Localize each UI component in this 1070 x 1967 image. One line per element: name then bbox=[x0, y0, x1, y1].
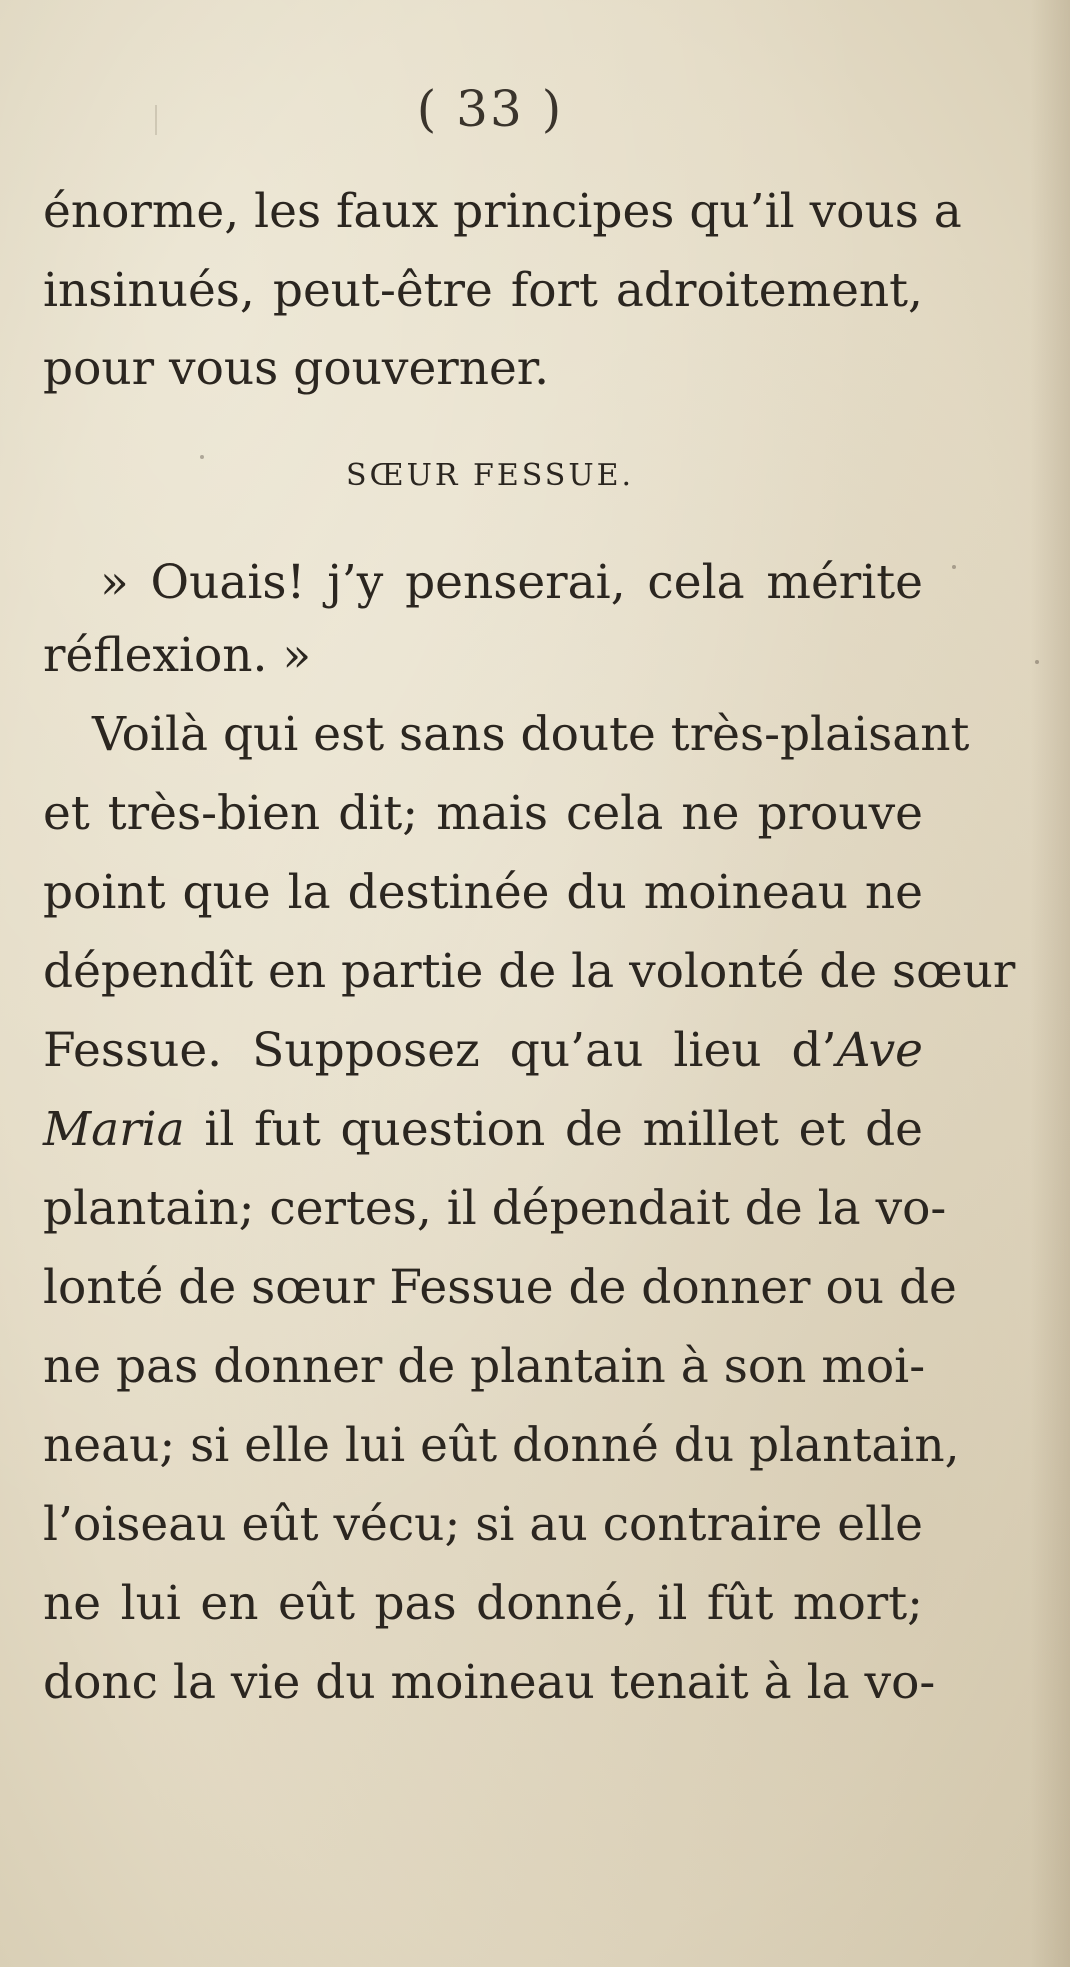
text-line: réflexion. » bbox=[43, 628, 312, 683]
paper-speck bbox=[952, 565, 956, 569]
text-line: l’oiseau eût vécu; si au contraire elle bbox=[43, 1497, 923, 1552]
text-run: Fessue. Supposez qu’au lieu d’ bbox=[43, 1023, 837, 1078]
text-line: ne lui en eût pas donné, il fût mort; bbox=[43, 1576, 923, 1631]
text-line: » Ouais! j’y penserai, cela mérite bbox=[100, 555, 923, 610]
paper-speck bbox=[1035, 660, 1039, 664]
text-line: lonté de sœur Fessue de donner ou de bbox=[43, 1260, 957, 1315]
italic-text: Ave bbox=[836, 1023, 923, 1078]
text-line: insinués, peut-être fort adroitement, bbox=[43, 263, 923, 318]
italic-text: Maria bbox=[43, 1102, 185, 1157]
text-line: dépendît en partie de la volonté de sœur bbox=[43, 944, 1016, 999]
section-heading: SŒUR FESSUE. bbox=[345, 458, 635, 493]
page-number: ( 33 ) bbox=[416, 80, 564, 138]
text-run: il fut question de millet et de bbox=[184, 1102, 923, 1157]
text-line: neau; si elle lui eût donné du plantain, bbox=[43, 1418, 960, 1473]
text-line: plantain; certes, il dépendait de la vo- bbox=[43, 1181, 947, 1236]
text-line: et très-bien dit; mais cela ne prouve bbox=[43, 786, 923, 841]
text-line: donc la vie du moineau tenait à la vo- bbox=[43, 1655, 936, 1710]
text-line: énorme, les faux principes qu’il vous a bbox=[43, 184, 962, 239]
text-line-mixed bbox=[43, 1022, 923, 1080]
text-line-mixed bbox=[43, 1101, 923, 1159]
text-line: ne pas donner de plantain à son moi- bbox=[43, 1339, 926, 1394]
page-edge-shadow bbox=[1030, 0, 1070, 1967]
text-line: Voilà qui est sans doute très-plaisant bbox=[92, 707, 970, 762]
text-line: pour vous gouverner. bbox=[43, 341, 550, 396]
text-line: point que la destinée du moineau ne bbox=[43, 865, 923, 920]
